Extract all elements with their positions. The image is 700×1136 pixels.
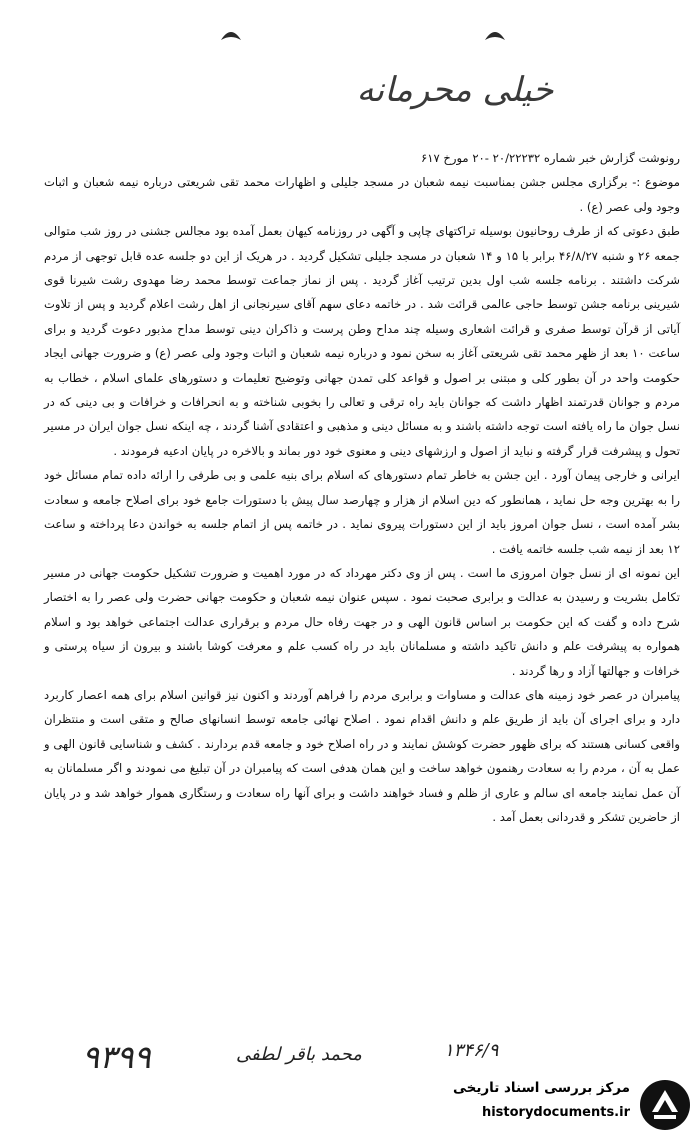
- signature-date: ۱۳۴۶/۹: [444, 1040, 499, 1061]
- document-number: ۹۳۹۹: [82, 1038, 151, 1076]
- report-reference: رونوشت گزارش خبر شماره ۲۰/۲۲۲۳۲ -۲۰ مورخ ۶۱۷: [420, 151, 680, 165]
- punch-hole-icon: [482, 22, 508, 48]
- document-body: [44, 146, 680, 829]
- watermark-url: historydocuments.ir: [481, 1105, 630, 1120]
- punch-hole-icon: [218, 22, 244, 48]
- archive-logo-icon: [638, 1078, 692, 1132]
- watermark: [392, 1078, 692, 1134]
- report-subject: موضوع :- برگزاری مجلس جشن بمناسبت نیمه شعبان در مسجد جلیلی و اظهارات محمد تقی شریعتی درباره نیمه شعبان و اثبات وجود ولی عصر (ع) .: [44, 175, 680, 214]
- report-paragraph: ایرانی و خارجی پیمان آورد . این جشن به خاطر تمام دستورهای که اسلام برای بنیه علمی و بی طرفی را ارائه داده تمام مسائل خود را به بهترین وجه حل نماید ، همانطور که دین اسلام از هزار و چهارصد سال پیش با دستورات جامع خود برای اصلاح جامعه و سعادت بشر آمده است ، نسل جوان امروز باید از این دستورات پیروی نماید . در خاتمه پس از اتمام جلسه به خواندن دعا پرداخته و ساعت ۱۲ بعد از نیمه شب جلسه خاتمه یافت .: [44, 468, 680, 556]
- report-paragraph: این نمونه ای از نسل جوان امروزی ما است . پس از وی دکتر مهرداد که در مورد اهمیت و ضرورت تشکیل حکومت جهانی در مسیر تکامل بشریت و رسیدن به عدالت و برابری صحبت نمود . سپس عنوان نیمه شعبان و حکومت جهانی حضرت ولی عصر را به اختصار شرح داده و گفت که این حکومت بر اساس قانون الهی و در جهت رفاه حال مردم و برقراری عدالت اجتماعی خواهد بود و اسلام همواره به پیشرفت علم و دانش تاکید داشته و مسلمانان باید در راه کسب علم و معرفت کوشا باشند و بیرون از سیاه پرستی و خرافات و جهالتها آزاد و رها گردند .: [44, 565, 680, 678]
- report-paragraph: طبق دعوتی که از طرف روحانیون بوسیله تراکتهای چاپی و آگهی در روزنامه کیهان بعمل آمده بود مجالس جشنی در روز شب متوالی جمعه ۲۶ و شنبه ۴۶/۸/۲۷ برابر با ۱۵ و ۱۴ شعبان در مسجد جلیلی تشکیل گردید . در هریک از این دو جلسه عده قابل توجهی از مردم شرکت داشتند . برنامه جلسه شب اول بدین ترتیب آغاز گردید . پس از نماز جماعت توسط محمد رضا مهدوی رشت شیرنا قوی شیرینی برنامه جشن توسط حاجی عالمی قرائت شد . در خاتمه دعای سهم آقای سیرنجانی از اهل رشت اعلام گردید و پس از تلاوت آیاتی از قرآن توسط صفری و قرائت اشعاری وسیله چند مداح وطن پرست و ذاکران دینی توسط مداح مذبور دعوت گردید و برای ساعت ۱۰ بعد از ظهر محمد تقی شریعتی آغاز به سخن نمود و درباره نیمه شعبان و اثبات وجود ولی عصر (ع) و ضرورت جهانی ایجاد حکومت واحد در آن بطور کلی و مبتنی بر اصول و قواعد کلی تمدن جهانی وتوضیح تعلیمات و دستورهای علمای اسلام ، خطاب به مردم و جوانان قدرتمند اظهار داشت که جوانان باید راه ترقی و تعالی را بخوبی شناخته و به انحرافات و خرافات و بی دینی که در نسل جوان ما راه یافته است توجه داشته باشند و به مسائل دینی و مذهبی و اعتقادی آشنا گردند ، چه اینکه نسل جوان ایران در مسیر تحول و پیشرفت قرار گرفته و نباید از اصول و ارزشهای دینی و معنوی خود دور بماند و بالاخره در پایان ادعیه فرمودند .: [44, 224, 681, 458]
- report-paragraph: پیامبران در عصر خود زمینه های عدالت و مساوات و برابری مردم را فراهم آوردند و اکنون نیز قوانین اسلام برای همه اعصار کاربرد دارد و برای اجرای آن باید از طریق علم و دانش اقدام نمود . اصلاح نهائی جامعه توسط انسانهای صالح و متقی است و منتظران واقعی کسانی هستند که برای ظهور حضرت کوشش نمایند و در راه اصلاح خود و جامعه قدم بردارند . کشف و شناسایی قانون الهی و عمل به آن ، مردم را به سعادت رهنمون خواهد ساخت و این همان هدفی است که پیامبران در آن تبلیغ می نمودند و اگر مسلمانان به آن عمل نمایند جامعه ای سالم و عاری از ظلم و فساد خواهند داشت و برای آنها راه سعادت و رستگاری هموار خواهد شد و در پایان از حاضرین تشکر و قدردانی بعمل آمد .: [44, 687, 680, 824]
- document-title: خیلی محرمانه: [356, 70, 554, 110]
- signature-name: محمد باقر لطفی: [236, 1044, 362, 1065]
- watermark-text: مرکز بررسی اسناد تاریخی: [452, 1080, 630, 1096]
